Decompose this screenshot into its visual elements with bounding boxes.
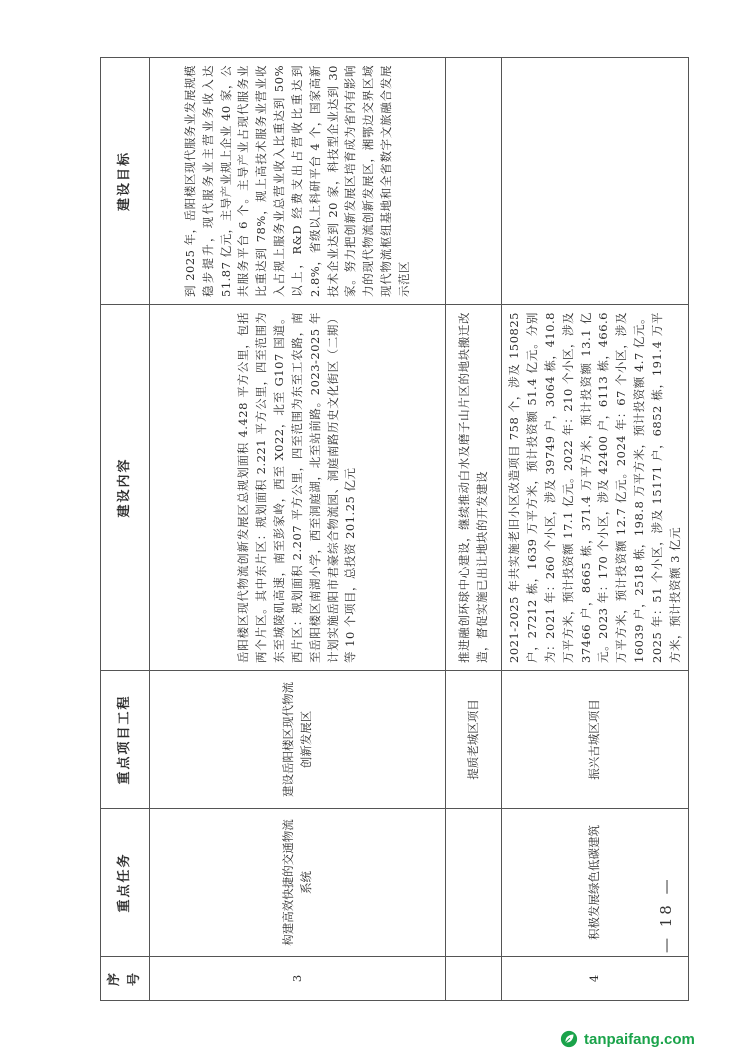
watermark-text[interactable]: tanpaifang.com bbox=[584, 1030, 695, 1048]
row-number: 4 bbox=[502, 957, 689, 1001]
table-header-row bbox=[101, 58, 150, 1001]
content-cell: 推进融创环球中心建设，继续推动白水及磨子山片区的地块搬迁改造，督促实施已出让地块的开发建设 bbox=[446, 305, 502, 671]
header-task: 重点任务 bbox=[101, 809, 150, 957]
goal-cell bbox=[502, 58, 689, 305]
content-cell: 2021-2025 年共实施老旧小区改造项目 758 个，涉及 150825 户，27212 栋，1639 万平方米，预计投资额 51.4 亿元。分别为：2021 年：260 个小区，涉及 39749 户，3064 栋，410.8 万平方米，预计投资额 17.1 亿元。2022 年：210 个小区，涉及 37466 户，8665 栋，371.4 万平方米，预计投资额 13.1 亿元。2023 年：170 个小区，涉及 42400 户，6113 栋，466.6 万平方米，预计投资额 12.7 亿元。2024 年：67 个小区，涉及 16039 户，2518 栋，198.8 万平方米，预计投资额 4.7 亿元。2025 年：51 个小区，涉及 15171 户，6852 栋，191.4 万平方米，预计投资额 3 亿元 bbox=[502, 305, 689, 671]
header-content: 建设内容 bbox=[101, 305, 150, 671]
page-number: — 18 — bbox=[657, 876, 675, 953]
header-project: 重点项目工程 bbox=[101, 671, 150, 809]
project-cell: 振兴古城区项目 bbox=[502, 671, 689, 809]
content-cell: 岳阳楼区现代物流创新发展区总规划面积 4.428 平方公里，包括两个片区。其中东片区：规划面积 2.221 平方公里，四至范围为东至城陵矶高速，南至彭家岭，西至 X022，北至 G107 国道。西片区：规划面积 2.207 平方公里，四至范围为东至工农路，南至岳阳楼区南湖小学，西至洞庭湖，北至站前路。2023-2025 年计划实施岳阳市君豪综合物流园、洞庭南路历史文化街区（二期）等 10 个项目，总投资 201.25 亿元 bbox=[150, 305, 446, 671]
task-cell: 积极发展绿色低碳建筑 bbox=[502, 809, 689, 957]
table-row bbox=[446, 58, 502, 1001]
table-row bbox=[150, 58, 446, 1001]
table-row bbox=[502, 58, 689, 1001]
project-cell: 提质老城区项目 bbox=[446, 671, 502, 809]
task-cell bbox=[446, 809, 502, 957]
goal-cell bbox=[446, 58, 502, 305]
watermark[interactable] bbox=[560, 1030, 695, 1048]
row-number bbox=[446, 957, 502, 1001]
project-cell: 建设岳阳楼区现代物流创新发展区 bbox=[150, 671, 446, 809]
main-table bbox=[100, 57, 689, 1001]
leaf-logo-icon bbox=[560, 1030, 578, 1048]
header-goal: 建设目标 bbox=[101, 58, 150, 305]
goal-cell: 到 2025 年，岳阳楼区现代服务业发展规模稳步提升，现代服务业主营业务收入达 51.87 亿元，主导产业规上企业 40 家，公共服务平台 6 个。主导产业占现代服务业比重达到 78%，规上高技术服务业营业收入占规上服务业总营业收入比重达到 50%以上，R&D 经费支出占营收比重达到 2.8%，省级以上科研平台 4 个，国家高新技术企业达到 20 家，科技型企业达到 30 家。努力把创新发展区培育成为省内有影响力的现代物流创新发展区，湘鄂边交界区域现代物流枢纽基地和全省数字文旅融合发展示范区 bbox=[150, 58, 446, 305]
task-cell: 构建高效快捷的交通物流系统 bbox=[150, 809, 446, 957]
header-num: 序号 bbox=[101, 957, 150, 1001]
row-number: 3 bbox=[150, 957, 446, 1001]
